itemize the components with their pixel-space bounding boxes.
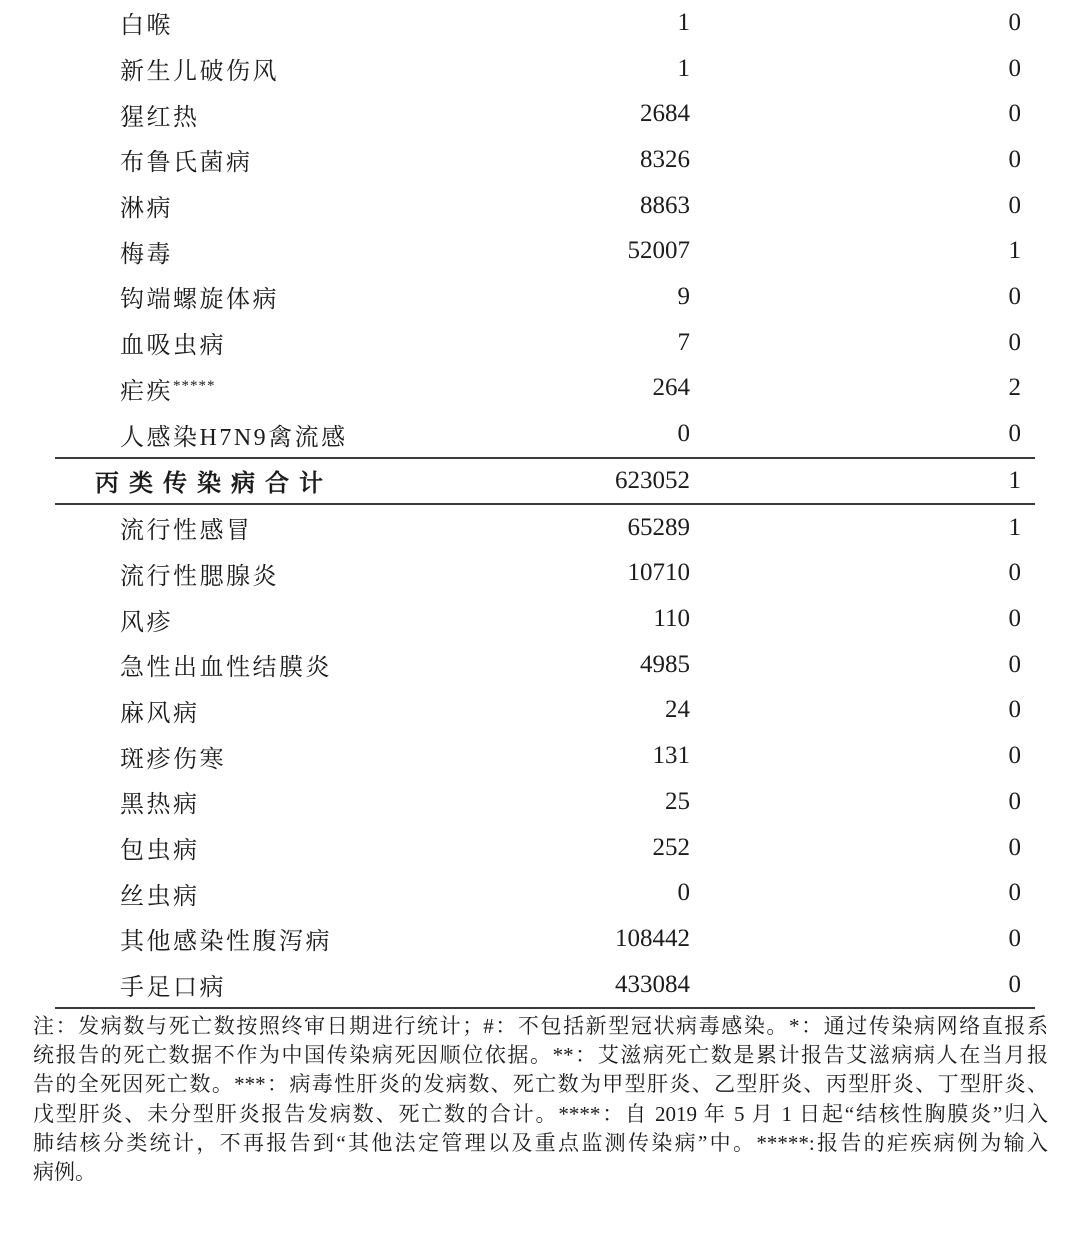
total-row [55,457,1035,505]
disease-name-cell [55,921,510,956]
table-row [55,46,1035,92]
table-row [55,596,1035,642]
death-count: 0 [1008,328,1021,356]
death-count: 0 [1008,54,1021,82]
footnote-line: 注：发病数与死亡数按照终审日期进行统计；#：不包括新型冠状病毒感染。*：通过传染病网络直报系 [33,1014,1048,1038]
death-count: 0 [1008,559,1021,587]
table-footnote [33,1012,1048,1187]
disease-name-cell [55,967,510,1002]
death-count: 0 [1008,970,1021,998]
disease-name-cell [55,693,510,728]
disease-name-cell [55,784,510,819]
footnote-line: 告的全死因死亡数。***：病毒性肝炎的发病数、死亡数为甲型肝炎、乙型肝炎、丙型肝炎、丁型肝炎、 [33,1072,1048,1097]
disease-name-cell [55,463,510,498]
case-count: 110 [653,605,690,633]
table-row [55,733,1035,779]
disease-name-cell [55,279,510,314]
table-row [55,411,1035,457]
disease-name-cell [55,188,510,223]
disease-name: 丙类传染病合计 [95,471,333,498]
case-count: 4985 [640,650,690,678]
death-count: 0 [1008,833,1021,861]
table-row [55,366,1035,412]
disease-name-cell [55,51,510,86]
case-count: 52007 [627,237,690,265]
table-row [55,551,1035,597]
disease-name: 新生儿破伤风 [120,59,279,86]
disease-statistics-table [55,0,1035,1009]
death-count: 0 [1008,924,1021,952]
disease-name-cell [55,602,510,637]
disease-name: 梅毒 [120,241,173,268]
case-count: 0 [677,420,690,448]
table-row [55,642,1035,688]
death-count: 0 [1008,605,1021,633]
death-count: 0 [1008,696,1021,724]
table-row [55,183,1035,229]
footnote-line: 肺结核分类统计，不再报告到“其他法定管理以及重点监测传染病”中。*****:报告的疟疾病例为输入 [33,1130,1048,1155]
table-row [55,962,1035,1008]
death-count: 0 [1008,145,1021,173]
case-count: 623052 [615,466,690,494]
disease-name-cell [55,876,510,911]
case-count: 1 [677,8,690,36]
table-row [55,870,1035,916]
disease-name: 白喉 [120,13,173,40]
case-count: 433084 [615,970,690,998]
disease-name: 斑疹伤寒 [120,746,226,773]
case-count: 2684 [640,100,690,128]
case-count: 8863 [640,191,690,219]
table-row [55,274,1035,320]
disease-name-cell [55,234,510,269]
table-row [55,137,1035,183]
case-count: 108442 [615,924,690,952]
table-row [55,825,1035,871]
disease-name: 包虫病 [120,838,200,865]
case-count: 131 [652,742,690,770]
disease-name-cell [55,97,510,132]
disease-name-cell [55,142,510,177]
death-count: 0 [1008,191,1021,219]
case-count: 264 [652,374,690,402]
disease-name: 淋病 [120,196,173,223]
death-count: 0 [1008,742,1021,770]
table-row [55,320,1035,366]
case-count: 8326 [640,145,690,173]
case-count: 25 [665,787,690,815]
disease-name: 猩红热 [120,104,200,131]
disease-name-cell [55,371,510,406]
table-row [55,228,1035,274]
disease-name: 黑热病 [120,792,200,819]
disease-name-cell [55,510,510,545]
death-count: 1 [1008,513,1021,541]
disease-name: 其他感染性腹泻病 [120,929,332,956]
death-count: 0 [1008,100,1021,128]
footnote-marker: ***** [173,377,216,394]
footnote-line: 戊型肝炎、未分型肝炎报告发病数、死亡数的合计。****：自 2019 年 5 月 1 日起“结核性胸膜炎”归入 [33,1101,1048,1126]
case-count: 9 [677,282,690,310]
death-count: 0 [1008,282,1021,310]
disease-name: 麻风病 [120,700,200,727]
case-count: 1 [677,54,690,82]
disease-name: 丝虫病 [120,883,200,910]
disease-name-cell [55,556,510,591]
table-row [55,0,1035,46]
footnote-line: 病例。 [33,1160,96,1185]
disease-name: 手足口病 [120,975,226,1002]
disease-name-cell [55,830,510,865]
footnote-line: 统报告的死亡数据不作为中国传染病死因顺位依据。**：艾滋病死亡数是累计报告艾滋病病人在当月报 [33,1043,1048,1068]
disease-name: 流行性感冒 [120,518,253,545]
table-row [55,779,1035,825]
death-count: 1 [1008,237,1021,265]
disease-name-cell [55,739,510,774]
disease-name: 急性出血性结膜炎 [120,655,332,682]
disease-name: 流行性腮腺炎 [120,563,279,590]
death-count: 2 [1008,374,1021,402]
disease-name-cell [55,5,510,40]
death-count: 0 [1008,787,1021,815]
disease-name: 风疹 [120,609,173,636]
disease-name-cell [55,647,510,682]
disease-name-cell [55,417,510,452]
disease-name: 钩端螺旋体病 [120,287,279,314]
disease-name: 疟疾 [120,378,173,405]
case-count: 24 [665,696,690,724]
death-count: 1 [1008,466,1021,494]
table-row [55,505,1035,551]
death-count: 0 [1008,8,1021,36]
death-count: 0 [1008,420,1021,448]
death-count: 0 [1008,650,1021,678]
case-count: 65289 [627,513,690,541]
disease-name-cell [55,325,510,360]
disease-name: 人感染H7N9禽流感 [120,424,348,451]
case-count: 252 [652,833,690,861]
table-row [55,688,1035,734]
disease-name: 布鲁氏菌病 [120,150,253,177]
table-row [55,916,1035,962]
case-count: 10710 [627,559,690,587]
disease-name: 血吸虫病 [120,333,226,360]
table-row [55,91,1035,137]
case-count: 0 [677,879,690,907]
death-count: 0 [1008,879,1021,907]
case-count: 7 [677,328,690,356]
